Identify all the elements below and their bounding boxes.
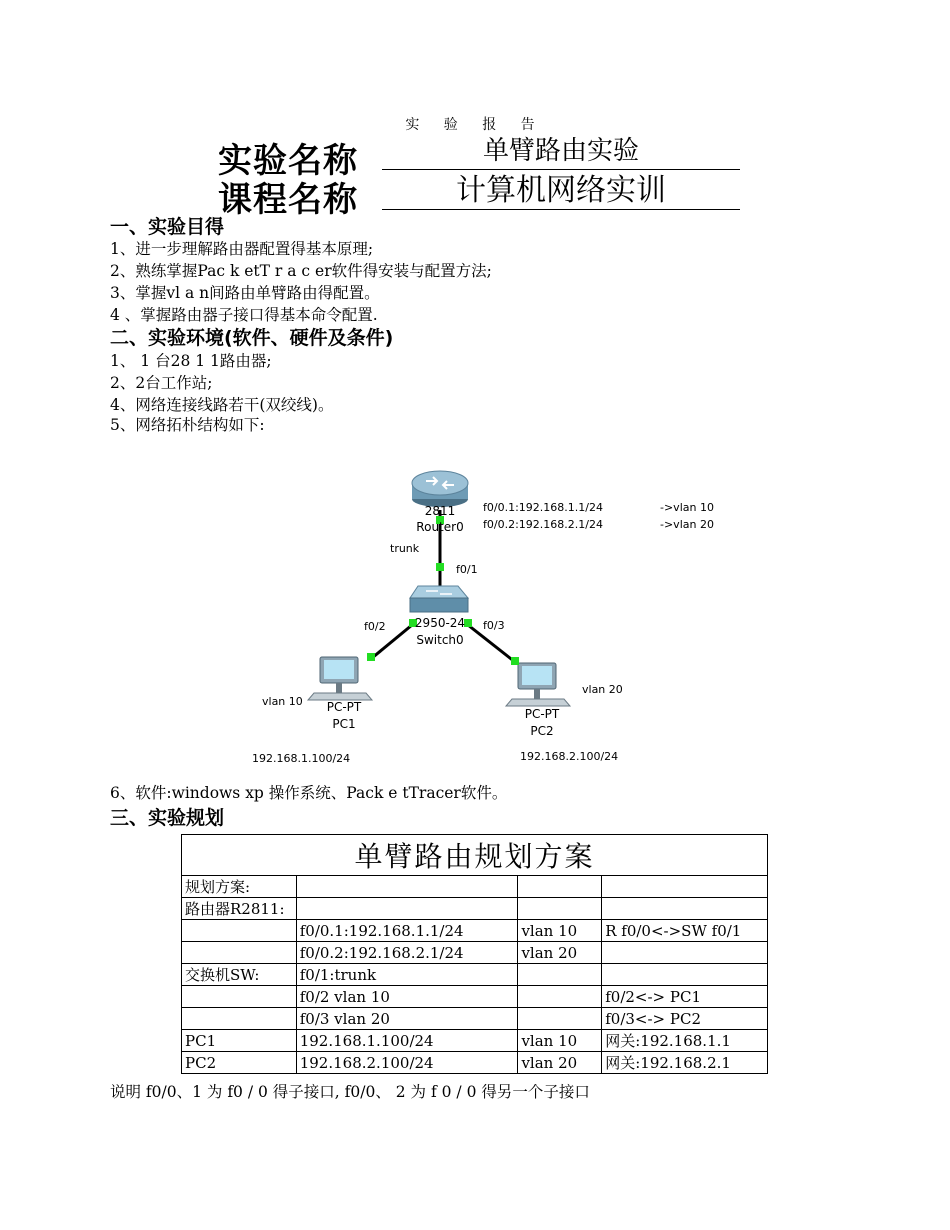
table-cell xyxy=(602,942,768,964)
course-name-value: 计算机网络实训 xyxy=(382,172,740,210)
pc1-type-label: PC-PT xyxy=(326,700,362,714)
router-subif1-label: f0/0.1:192.168.1.1/24 xyxy=(483,501,603,514)
switch-model-label: 2950-24 xyxy=(414,616,466,630)
table-cell xyxy=(518,898,602,920)
section1-item: 3、掌握vl a n间路由单臂路由得配置。 xyxy=(110,284,380,302)
table-cell: 网关:192.168.1.1 xyxy=(602,1030,768,1052)
pc2-ip-label: 192.168.2.100/24 xyxy=(520,750,619,763)
table-cell: vlan 20 xyxy=(518,1052,602,1074)
software-line: 6、软件:windows xp 操作系统、Pack e tTracer软件。 xyxy=(110,784,508,802)
pc1-icon xyxy=(308,657,372,700)
table-row xyxy=(182,920,768,942)
table-cell: f0/2<-> PC1 xyxy=(602,986,768,1008)
table-cell: f0/2 vlan 10 xyxy=(296,986,518,1008)
table-cell: f0/3 vlan 20 xyxy=(296,1008,518,1030)
table-cell: R f0/0<->SW f0/1 xyxy=(602,920,768,942)
table-cell xyxy=(602,898,768,920)
table-cell xyxy=(602,964,768,986)
router-icon xyxy=(412,471,468,507)
table-row xyxy=(182,942,768,964)
section2-item: 4、网络连接线路若干(双绞线)。 xyxy=(110,396,334,414)
table-cell: vlan 10 xyxy=(518,1030,602,1052)
plan-table-title: 单臂路由规划方案 xyxy=(182,835,768,876)
experiment-name-label: 实验名称 xyxy=(218,141,358,181)
router-model-label: 2811 xyxy=(424,504,456,518)
plan-table xyxy=(173,826,778,1076)
section2-item: 2、2台工作站; xyxy=(110,374,213,392)
table-cell: 192.168.1.100/24 xyxy=(296,1030,518,1052)
pc2-icon xyxy=(506,663,570,706)
experiment-name-value: 单臂路由实验 xyxy=(382,134,740,170)
section2-heading: 二、实验环境(软件、硬件及条件) xyxy=(110,327,394,349)
table-cell: 交换机SW: xyxy=(182,964,297,986)
table-cell: vlan 10 xyxy=(518,920,602,942)
table-cell: PC2 xyxy=(182,1052,297,1074)
link-status-dot xyxy=(367,653,375,661)
note-line: 说明 f0/0、1 为 f0 / 0 得子接口, f0/0、 2 为 f 0 / 0 得另一个子接口 xyxy=(110,1083,590,1101)
table-cell: f0/0.2:192.168.2.1/24 xyxy=(296,942,518,964)
table-cell: 网关:192.168.2.1 xyxy=(602,1052,768,1074)
router-subif2-label: f0/0.2:192.168.2.1/24 xyxy=(483,518,603,531)
report-label: 实 验 报 告 xyxy=(405,117,545,133)
table-cell xyxy=(602,876,768,898)
table-cell: 路由器R2811: xyxy=(182,898,297,920)
table-cell: f0/0.1:192.168.1.1/24 xyxy=(296,920,518,942)
table-cell xyxy=(518,876,602,898)
section1-item: 4 、掌握路由器子接口得基本命令配置. xyxy=(110,306,378,324)
table-cell xyxy=(518,986,602,1008)
table-cell xyxy=(296,898,518,920)
uplink-port-label: f0/1 xyxy=(456,563,478,576)
table-cell xyxy=(182,942,297,964)
vlan10-mapping-label: ->vlan 10 xyxy=(660,501,714,514)
network-topology-diagram xyxy=(250,455,750,780)
vlan20-mapping-label: ->vlan 20 xyxy=(660,518,714,531)
table-cell xyxy=(518,1008,602,1030)
switch-port-f02-label: f0/2 xyxy=(364,620,386,633)
section3-heading: 三、实验规划 xyxy=(110,807,225,829)
link-status-dot xyxy=(511,657,519,665)
pc2-name-label: PC2 xyxy=(530,724,554,738)
switch-name-label: Switch0 xyxy=(416,633,464,647)
table-cell: f0/3<-> PC2 xyxy=(602,1008,768,1030)
link-status-dot xyxy=(464,619,472,627)
table-cell xyxy=(182,920,297,942)
pc1-vlan-label: vlan 10 xyxy=(262,695,303,708)
pc1-ip-label: 192.168.1.100/24 xyxy=(252,752,351,765)
section1-item: 1、进一步理解路由器配置得基本原理; xyxy=(110,240,374,258)
table-cell: 规划方案: xyxy=(182,876,297,898)
router-name-label: Router0 xyxy=(416,520,464,534)
section1-heading: 一、实验目得 xyxy=(110,216,225,238)
table-row xyxy=(182,1052,768,1074)
trunk-label: trunk xyxy=(390,542,420,555)
table-cell xyxy=(296,876,518,898)
link-status-dot xyxy=(436,563,444,571)
table-row xyxy=(182,986,768,1008)
section2-item: 1、 1 台28 1 1路由器; xyxy=(110,352,272,370)
switch-icon xyxy=(410,586,468,612)
section2-item: 5、网络拓朴结构如下: xyxy=(110,416,265,434)
table-row xyxy=(182,1008,768,1030)
pc2-vlan-label: vlan 20 xyxy=(582,683,623,696)
table-cell xyxy=(518,964,602,986)
table-row xyxy=(182,964,768,986)
table-cell: 192.168.2.100/24 xyxy=(296,1052,518,1074)
pc1-name-label: PC1 xyxy=(332,717,356,731)
table-row xyxy=(182,1030,768,1052)
table-cell: f0/1:trunk xyxy=(296,964,518,986)
switch-port-f03-label: f0/3 xyxy=(483,619,505,632)
table-cell: PC1 xyxy=(182,1030,297,1052)
course-name-label: 课程名称 xyxy=(218,180,358,220)
pc2-type-label: PC-PT xyxy=(524,707,560,721)
table-cell xyxy=(182,1008,297,1030)
section1-item: 2、熟练掌握Pac k etT r a c er软件得安装与配置方法; xyxy=(110,262,492,280)
table-cell: vlan 20 xyxy=(518,942,602,964)
table-cell xyxy=(182,986,297,1008)
table-row xyxy=(182,876,768,898)
table-row xyxy=(182,898,768,920)
